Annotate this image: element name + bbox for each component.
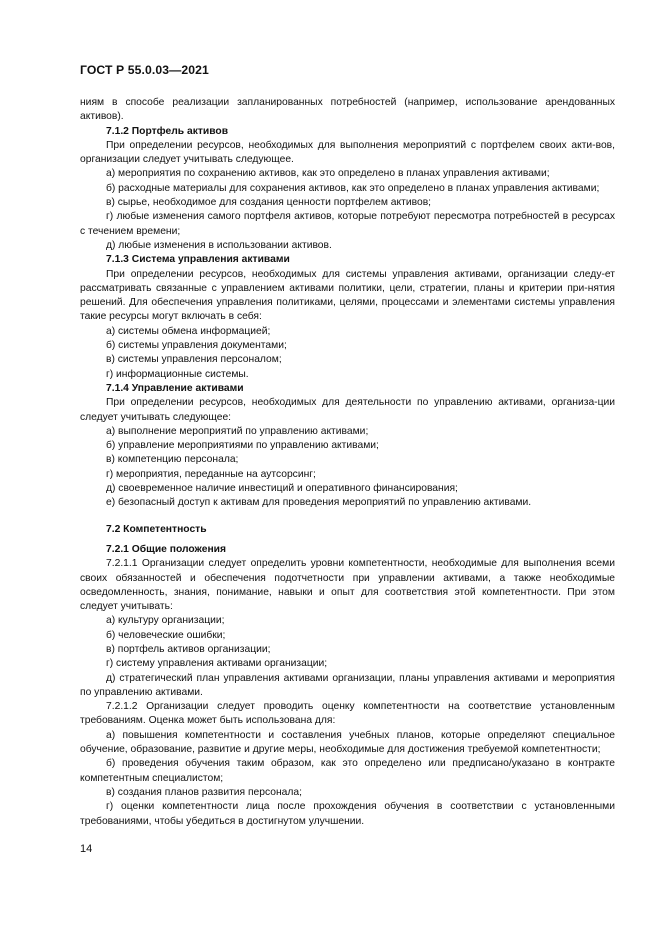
paragraph: При определении ресурсов, необходимых для деятельности по управлению активами, организа-ции следует учитывать следующее: bbox=[80, 397, 615, 423]
section-heading-7-2-1: 7.2.1 Общие положения bbox=[106, 543, 226, 555]
document-header: ГОСТ Р 55.0.03—2021 bbox=[80, 63, 209, 77]
list-item: а) выполнение мероприятий по управлению активами; bbox=[106, 425, 369, 437]
list-item: а) культуру организации; bbox=[106, 615, 225, 627]
section-heading-7-1-2: 7.1.2 Портфель активов bbox=[106, 125, 229, 137]
paragraph: 7.2.1.1 Организации следует определить уровни компетентности, необходимые для выполнения всеми своих обязанностей и обеспечения подотчетности при управлении активами, а также необходимые осведомленность, знания, понимание, навыки и опыт для соответствия этой компетентности. При этом следует учитывать: bbox=[80, 558, 615, 613]
list-item: в) системы управления персоналом; bbox=[106, 354, 282, 366]
list-item: в) компетенцию персонала; bbox=[106, 454, 239, 466]
list-item: г) мероприятия, переданные на аутсорсинг; bbox=[106, 468, 316, 480]
list-item: в) сырье, необходимое для создания ценности портфелем активов; bbox=[106, 197, 432, 209]
list-item: б) системы управления документами; bbox=[106, 340, 287, 352]
list-item: б) управление мероприятиями по управлению активами; bbox=[106, 440, 379, 452]
list-item: г) оценки компетентности лица после прохождения обучения в соответствии с установленными требованиями, чтобы убедиться в достигнутом улучшении. bbox=[80, 801, 615, 827]
document-body bbox=[80, 96, 615, 829]
list-item: в) создания планов развития персонала; bbox=[106, 786, 303, 798]
list-item: г) любые изменения самого портфеля активов, которые потребуют пересмотра потребностей в ресурсах с течением времени; bbox=[80, 211, 615, 237]
paragraph: При определении ресурсов, необходимых для системы управления активами, организации следу-ет рассматривать связанные с управлением активами политики, цели, стратегии, планы и критерии при-нятия решений. Для обеспечения управления политиками, целями, процессами и элементами системы управления такие ресурсы могут включать в себя: bbox=[80, 268, 615, 323]
section-heading-7-1-4: 7.1.4 Управление активами bbox=[106, 382, 244, 394]
paragraph: ниям в способе реализации запланированных потребностей (например, использование арендованных активов). bbox=[80, 97, 615, 123]
list-item: а) повышения компетентности и составления учебных планов, которые определяют специальное обучение, образование, развитие и другие меры, необходимые для достижения требуемой компетентности; bbox=[80, 729, 615, 756]
list-item: б) расходные материалы для сохранения активов, как это определено в планах управления активами; bbox=[106, 182, 600, 194]
list-item: б) проведения обучения таким образом, как это определено или предписано/указано в контракте компетентным специалистом; bbox=[80, 758, 615, 784]
paragraph: 7.2.1.2 Организации следует проводить оценку компетентности на соответствие установленным требованиям. Оценка может быть использована для: bbox=[80, 701, 615, 727]
list-item: г) информационные системы. bbox=[106, 368, 249, 380]
list-item: а) системы обмена информацией; bbox=[106, 325, 271, 337]
list-item: е) безопасный доступ к активам для проведения мероприятий по управлению активами. bbox=[106, 497, 532, 509]
section-heading-7-2: 7.2 Компетентность bbox=[106, 523, 207, 535]
paragraph: При определении ресурсов, необходимых для выполнения мероприятий с портфелем своих акти-вов, организации следует учитывать следующее. bbox=[80, 139, 615, 166]
list-item: а) мероприятия по сохранению активов, как это определено в планах управления активами; bbox=[106, 168, 550, 180]
list-item: г) систему управления активами организации; bbox=[106, 658, 328, 670]
list-item: б) человеческие ошибки; bbox=[106, 629, 226, 641]
list-item: д) своевременное наличие инвестиций и оперативного финансирования; bbox=[106, 483, 458, 495]
section-heading-7-1-3: 7.1.3 Система управления активами bbox=[106, 254, 290, 266]
list-item: д) стратегический план управления активами организации, планы управления активами и мероприятия по управлению активами. bbox=[80, 672, 615, 698]
list-item: д) любые изменения в использовании активов. bbox=[106, 239, 332, 251]
list-item: в) портфель активов организации; bbox=[106, 643, 271, 655]
page-number: 14 bbox=[80, 843, 93, 855]
